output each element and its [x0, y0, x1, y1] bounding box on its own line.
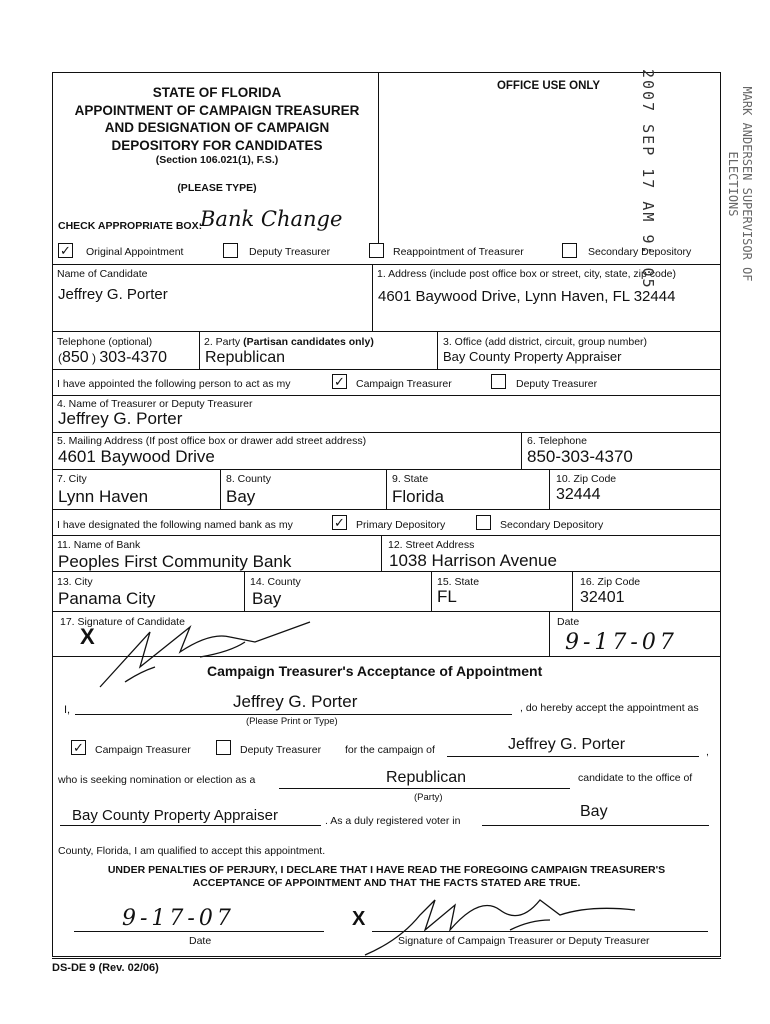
secondary-depository-label: Secondary Depository	[588, 246, 692, 258]
bank-name-field[interactable]: Peoples First Community Bank	[58, 552, 292, 571]
voter-text: . As a duly registered voter in	[325, 815, 461, 827]
candidate-phone-field[interactable]: (850 ) 303-4370	[58, 349, 167, 366]
original-appointment-label: Original Appointment	[86, 246, 184, 258]
statute-section: (Section 106.021(1), F.S.)	[155, 154, 279, 166]
candidate-phone-label: Telephone (optional)	[57, 336, 153, 348]
county-qualified-text: County, Florida, I am qualified to accept this appointment.	[58, 845, 326, 857]
party-note: (Party)	[414, 792, 443, 803]
secondary-depository-option-checkbox[interactable]	[476, 515, 491, 530]
bank-zip-label: 16. Zip Code	[580, 576, 641, 588]
form-title	[56, 84, 378, 154]
treasurer-phone-label: 6. Telephone	[527, 435, 587, 447]
treasurer-phone-field[interactable]: 850-303-4370	[527, 447, 633, 466]
office-label: 3. Office (add district, circuit, group number)	[443, 336, 648, 348]
office-use-divider	[378, 72, 379, 254]
bank-county-label: 14. County	[250, 576, 301, 588]
appointed-text: I have appointed the following person to act as my	[57, 378, 291, 390]
acceptance-date-field[interactable]: 9-17-07	[122, 906, 235, 931]
office-use-label: OFFICE USE ONLY	[496, 80, 601, 92]
candidate-date-label: Date	[557, 616, 580, 628]
title-line-3: AND DESIGNATION OF CAMPAIGN	[104, 120, 330, 135]
treasurer-signature-label: Signature of Campaign Treasurer or Deputy Treasurer	[398, 935, 650, 947]
candidate-name-label: Name of Candidate	[57, 268, 148, 280]
original-appointment-checkbox[interactable]: ✓	[58, 243, 73, 258]
bank-street-label: 12. Street Address	[388, 539, 475, 551]
form-id: DS-DE 9 (Rev. 02/06)	[52, 962, 159, 974]
deputy-treasurer-option-label: Deputy Treasurer	[516, 378, 598, 390]
treasurer-zip-field[interactable]: 32444	[556, 486, 601, 503]
bank-name-label: 11. Name of Bank	[57, 539, 141, 551]
candidate-office-text: candidate to the office of	[578, 772, 693, 784]
print-note: (Please Print or Type)	[246, 716, 338, 727]
acceptance-deputy-treasurer-label: Deputy Treasurer	[240, 744, 322, 756]
candidate-date-field[interactable]: 9-17-07	[565, 630, 678, 655]
acceptance-campaign-treasurer-checkbox[interactable]: ✓	[71, 740, 86, 755]
candidate-name-field[interactable]: Jeffrey G. Porter	[58, 286, 168, 303]
candidate-phone-number: 303-4370	[99, 349, 167, 366]
deputy-treasurer-checkbox[interactable]	[223, 243, 238, 258]
perjury-line-2: ACCEPTANCE OF APPOINTMENT AND THAT THE FACTS STATED ARE TRUE.	[192, 877, 581, 889]
candidate-signature	[80, 612, 340, 692]
treasurer-signature-x: X	[352, 908, 366, 930]
primary-depository-label: Primary Depository	[356, 519, 446, 531]
acceptance-county-field[interactable]: Bay	[580, 803, 608, 820]
treasurer-name-label: 4. Name of Treasurer or Deputy Treasurer	[57, 398, 253, 410]
party-label-note: (Partisan candidates only)	[243, 336, 374, 348]
candidate-address-field[interactable]: 4601 Baywood Drive, Lynn Haven, FL 32444	[378, 288, 676, 305]
campaign-treasurer-checkbox[interactable]: ✓	[332, 374, 347, 389]
acceptance-deputy-treasurer-checkbox[interactable]	[216, 740, 231, 755]
campaign-of-field[interactable]: Jeffrey G. Porter	[508, 736, 626, 753]
bank-city-label: 13. City	[57, 576, 93, 588]
received-date-stamp: 2007 SEP 17 AM 9: 05	[639, 69, 657, 290]
campaign-of-comma: ,	[706, 746, 709, 758]
reappointment-label: Reappointment of Treasurer	[393, 246, 524, 258]
secondary-depository-option-label: Secondary Depository	[500, 519, 604, 531]
deputy-treasurer-option-checkbox[interactable]	[491, 374, 506, 389]
acceptance-title: Campaign Treasurer's Acceptance of Appointment	[207, 663, 543, 679]
primary-depository-checkbox[interactable]: ✓	[332, 515, 347, 530]
bank-state-field[interactable]: FL	[437, 587, 457, 606]
treasurer-name-field[interactable]: Jeffrey G. Porter	[58, 409, 183, 428]
party-field[interactable]: Republican	[205, 349, 286, 366]
treasurer-state-label: 9. State	[392, 473, 429, 485]
candidate-signature-label: 17. Signature of Candidate	[60, 616, 185, 628]
acceptance-i-label: I,	[64, 704, 71, 716]
treasurer-county-field[interactable]: Bay	[226, 487, 256, 506]
secondary-depository-checkbox[interactable]	[562, 243, 577, 258]
perjury-line-1: UNDER PENALTIES OF PERJURY, I DECLARE THAT I HAVE READ THE FOREGOING CAMPAIGN TREASURER'S	[107, 864, 666, 876]
party-label-prefix: 2. Party	[204, 336, 244, 348]
for-campaign-text: for the campaign of	[345, 744, 435, 756]
seeking-text: who is seeking nomination or election as a	[58, 774, 256, 786]
title-line-2: APPOINTMENT OF CAMPAIGN TREASURER	[74, 102, 360, 118]
treasurer-county-label: 8. County	[226, 473, 271, 485]
mailing-address-label: 5. Mailing Address (If post office box or drawer add street address)	[57, 435, 367, 447]
supervisor-stamp: MARK ANDERSEN SUPERVISOR OF ELECTIONS	[726, 86, 754, 282]
candidate-address-label: 1. Address (include post office box or street, city, state, zip code)	[377, 268, 677, 280]
acceptance-office-field[interactable]: Bay County Property Appraiser	[72, 807, 278, 824]
treasurer-zip-label: 10. Zip Code	[556, 473, 617, 485]
acceptance-party-field[interactable]: Republican	[386, 769, 467, 786]
please-type: (PLEASE TYPE)	[177, 182, 257, 194]
bank-street-field[interactable]: 1038 Harrison Avenue	[389, 551, 557, 570]
acceptance-campaign-treasurer-label: Campaign Treasurer	[95, 744, 191, 756]
bank-city-field[interactable]: Panama City	[58, 589, 156, 608]
mailing-address-field[interactable]: 4601 Baywood Drive	[58, 447, 215, 466]
deputy-treasurer-label: Deputy Treasurer	[249, 246, 331, 258]
bank-state-label: 15. State	[437, 576, 480, 588]
treasurer-state-field[interactable]: Florida	[392, 487, 444, 506]
office-field[interactable]: Bay County Property Appraiser	[443, 349, 622, 364]
treasurer-city-label: 7. City	[57, 473, 87, 485]
check-box-label: CHECK APPROPRIATE BOX:	[58, 220, 203, 232]
designated-text: I have designated the following named bank as my	[57, 519, 293, 531]
treasurer-city-field[interactable]: Lynn Haven	[58, 487, 149, 506]
acceptance-name-field[interactable]: Jeffrey G. Porter	[233, 692, 358, 711]
reappointment-checkbox[interactable]	[369, 243, 384, 258]
bank-zip-field[interactable]: 32401	[580, 589, 625, 606]
candidate-phone-area: 850	[62, 349, 89, 366]
bank-county-field[interactable]: Bay	[252, 589, 282, 608]
title-line-1: STATE OF FLORIDA	[152, 85, 282, 100]
campaign-treasurer-label: Campaign Treasurer	[356, 378, 452, 390]
title-line-4: DEPOSITORY FOR CANDIDATES	[111, 137, 323, 153]
accept-text: , do hereby accept the appointment as	[520, 702, 699, 714]
treasurer-signature	[360, 885, 650, 960]
party-label	[204, 336, 374, 348]
acceptance-date-label: Date	[189, 935, 212, 947]
candidate-signature-x: X	[80, 624, 95, 649]
handwritten-note: Bank Change	[200, 207, 343, 231]
